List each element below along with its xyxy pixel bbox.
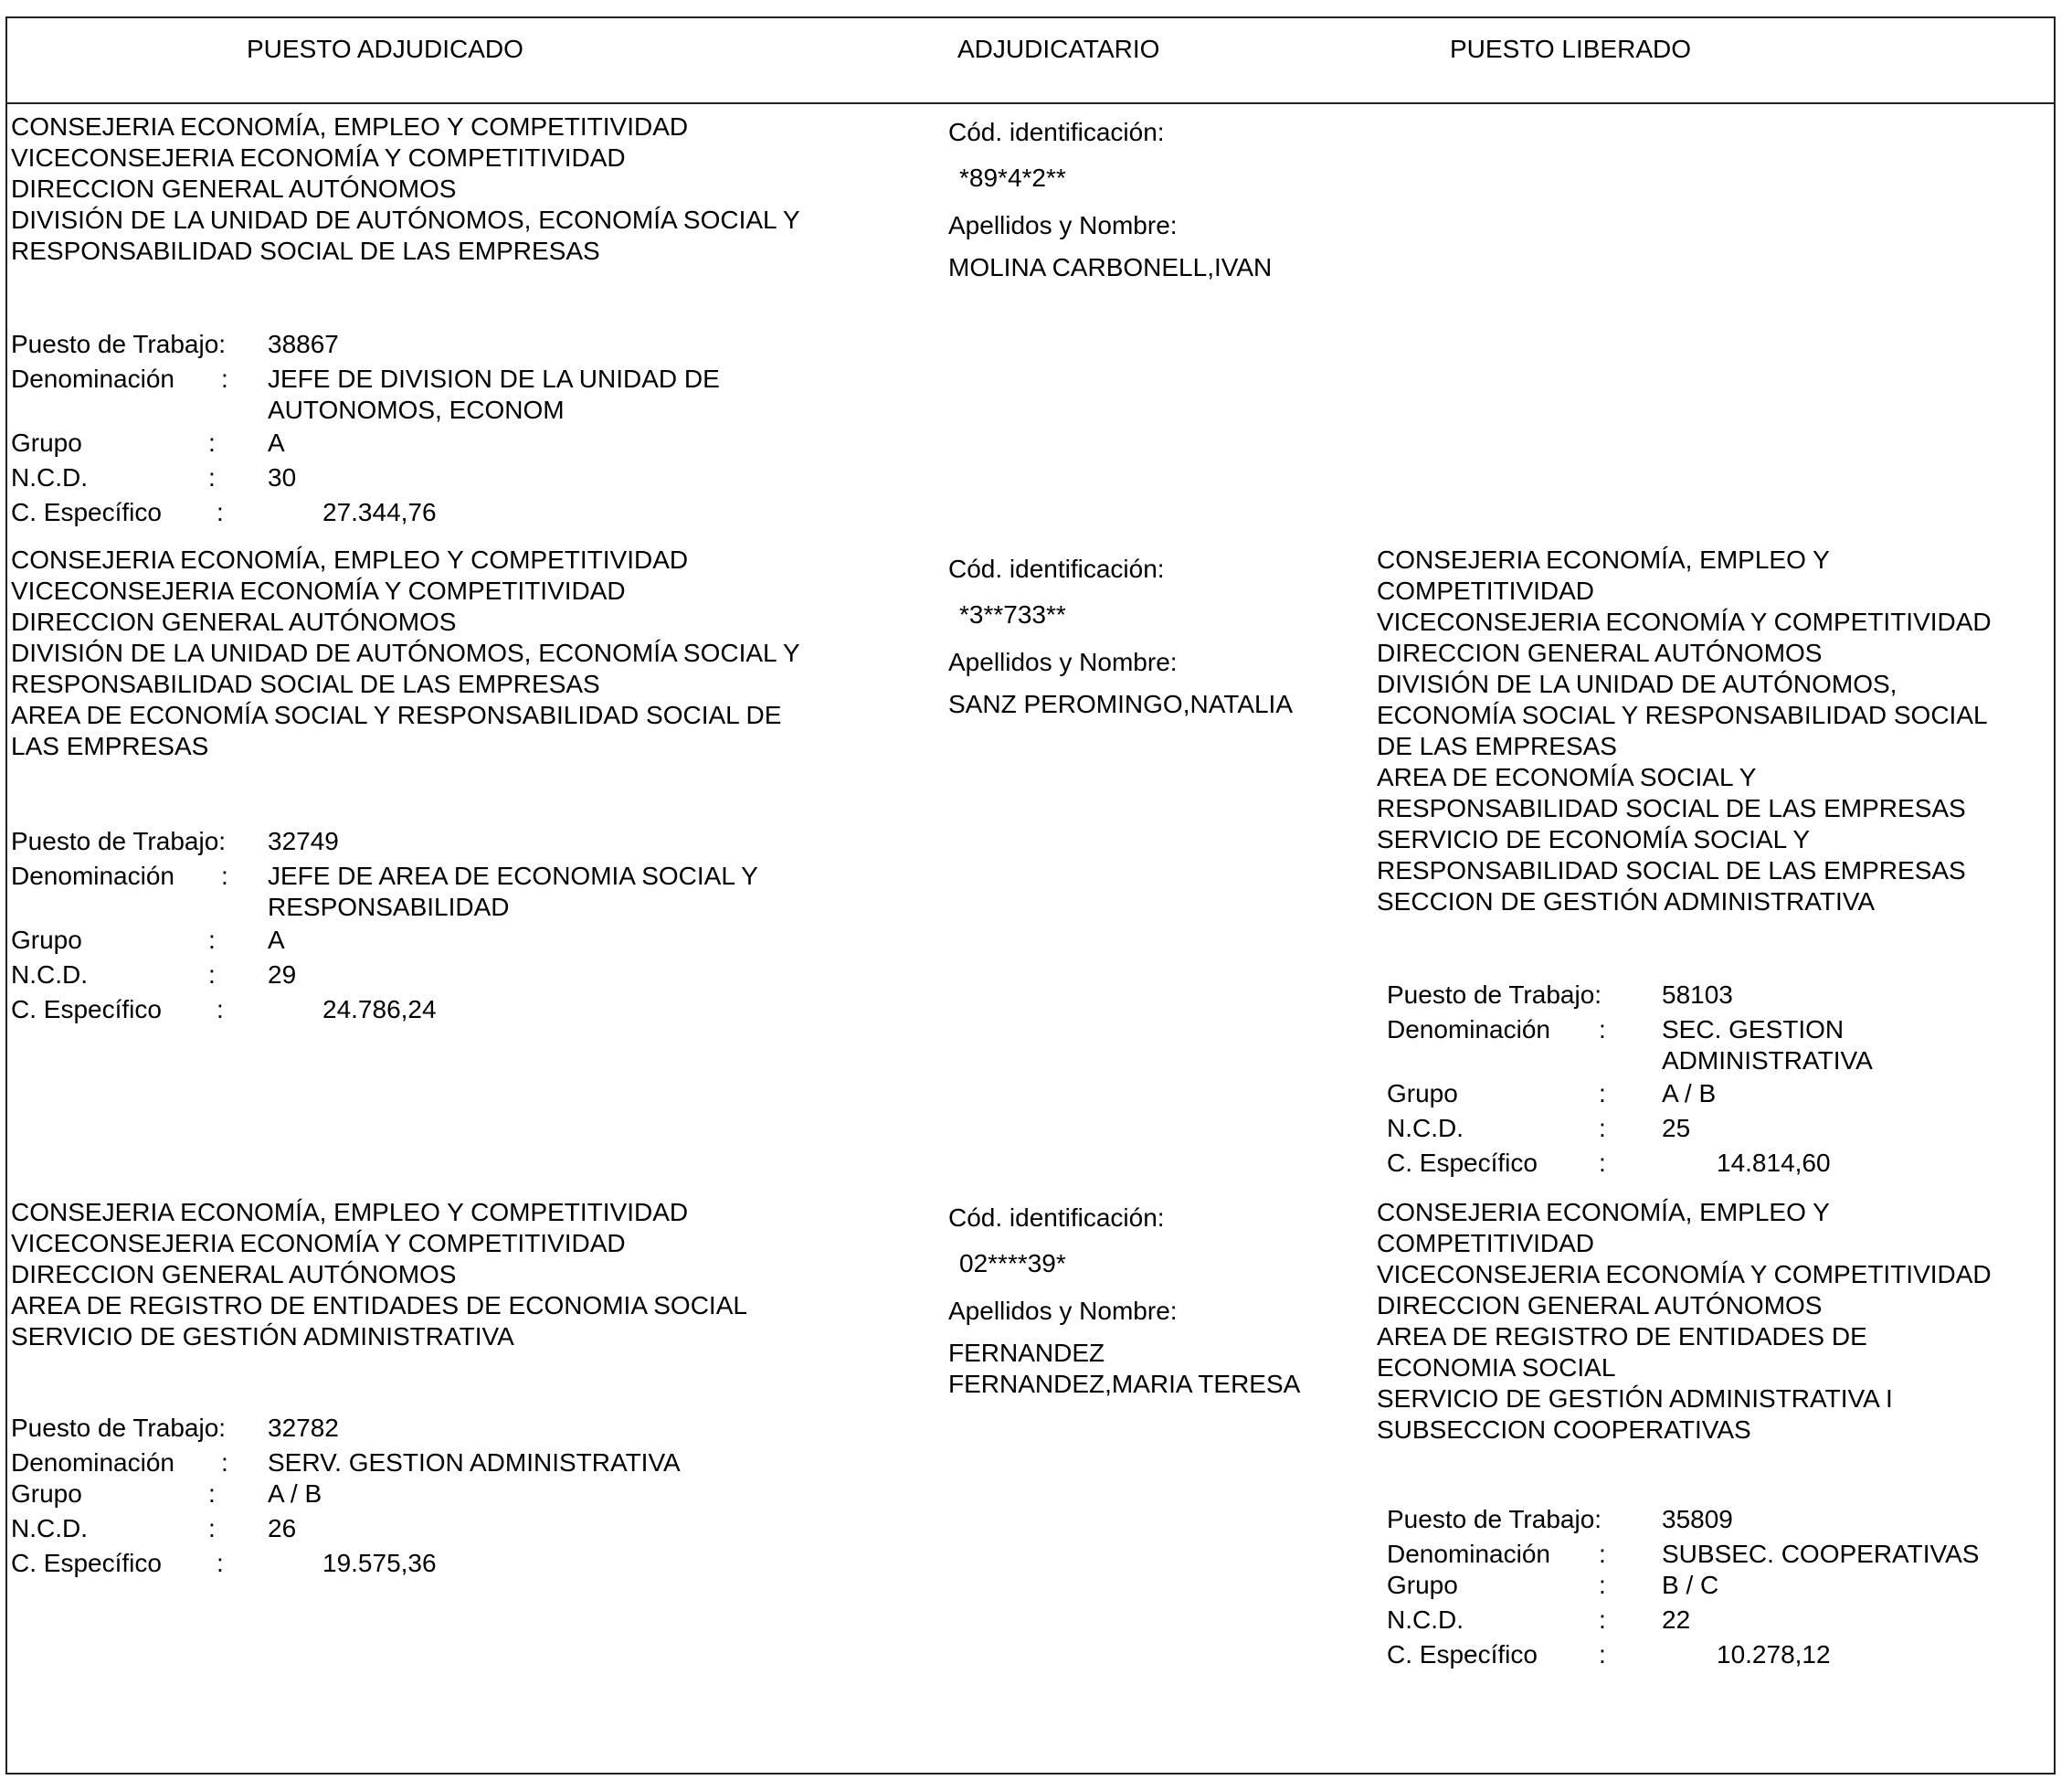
denominacion-value-cont: ADMINISTRATIVA: [1662, 1046, 1873, 1075]
org-unit-line: DE LAS EMPRESAS: [1377, 732, 1617, 760]
org-unit-line: LAS EMPRESAS: [11, 732, 209, 760]
cespecifico-value: 14.814,60: [1717, 1149, 1831, 1177]
colon: :: [208, 463, 216, 492]
org-unit-line: SECCION DE GESTIÓN ADMINISTRATIVA: [1377, 887, 1876, 916]
label-ncd: N.C.D.: [1387, 1605, 1464, 1634]
label-puesto-trabajo: Puesto de Trabajo:: [11, 1414, 227, 1442]
colon: :: [217, 498, 224, 526]
nombre-value: MOLINA CARBONELL,IVAN: [948, 253, 1273, 281]
label-denominacion: Denominación: [11, 862, 174, 890]
cespecifico-value: 27.344,76: [322, 498, 437, 526]
ncd-value: 22: [1662, 1605, 1691, 1634]
org-unit-line: DIVISIÓN DE LA UNIDAD DE AUTÓNOMOS, ECONOMÍA SOCIAL Y: [11, 639, 800, 667]
colon: :: [208, 926, 216, 954]
colon: :: [1599, 1540, 1606, 1568]
header-puesto-liberado: PUESTO LIBERADO: [1450, 35, 1692, 63]
row-2-adjudicatario: [948, 554, 1293, 720]
label-puesto-trabajo: Puesto de Trabajo:: [11, 827, 227, 855]
ncd-value: 30: [268, 463, 297, 492]
colon: :: [208, 960, 216, 989]
org-unit-line: SUBSECCION COOPERATIVAS: [1377, 1415, 1751, 1444]
colon: :: [221, 1448, 228, 1477]
cod-value: *89*4*2**: [959, 164, 1066, 192]
label-grupo: Grupo: [1387, 1571, 1458, 1599]
label-cespecifico: C. Específico: [11, 498, 162, 526]
grupo-value: A: [268, 926, 285, 954]
org-unit-line: CONSEJERIA ECONOMÍA, EMPLEO Y COMPETITIVIDAD: [11, 1198, 689, 1226]
org-unit-line: DIRECCION GENERAL AUTÓNOMOS: [11, 1260, 457, 1288]
grupo-value: A / B: [268, 1479, 322, 1508]
org-unit-line: VICECONSEJERIA ECONOMÍA Y COMPETITIVIDAD: [1377, 1260, 1992, 1288]
row-2-adjudicado: [11, 545, 800, 762]
label-cespecifico: C. Específico: [1387, 1640, 1538, 1669]
org-unit-line: RESPONSABILIDAD SOCIAL DE LAS EMPRESAS: [1377, 856, 1966, 885]
denominacion-value-cont: AUTONOMOS, ECONOM: [268, 396, 565, 424]
colon: :: [1599, 1571, 1606, 1599]
puesto-trabajo-value: 32782: [268, 1414, 339, 1442]
nombre-value-cont: FERNANDEZ,MARIA TERESA: [948, 1370, 1301, 1398]
label-cespecifico: C. Específico: [11, 995, 162, 1023]
cespecifico-value: 19.575,36: [322, 1549, 437, 1577]
row-2-adjudicado-fields: [11, 826, 871, 1029]
label-cod: Cód. identificación:: [948, 555, 1165, 583]
label-grupo: Grupo: [1387, 1079, 1458, 1107]
org-units: [11, 111, 800, 267]
ncd-value: 25: [1662, 1114, 1691, 1142]
row-3-adjudicado-fields: [11, 1413, 871, 1583]
cespecifico-value: 24.786,24: [322, 995, 437, 1023]
label-cespecifico: C. Específico: [1387, 1149, 1538, 1177]
label-puesto-trabajo: Puesto de Trabajo:: [1387, 980, 1602, 1009]
org-unit-line: DIRECCION GENERAL AUTÓNOMOS: [1377, 639, 1823, 667]
grupo-value: A / B: [1662, 1079, 1717, 1107]
denominacion-value: SEC. GESTION: [1662, 1015, 1845, 1044]
org-unit-line: DIRECCION GENERAL AUTÓNOMOS: [11, 608, 457, 636]
label-puesto-trabajo: Puesto de Trabajo:: [11, 330, 227, 358]
org-unit-line: ECONOMIA SOCIAL: [1377, 1353, 1616, 1382]
org-unit-line: VICECONSEJERIA ECONOMÍA Y COMPETITIVIDAD: [11, 143, 626, 172]
colon: :: [1599, 1015, 1606, 1044]
label-grupo: Grupo: [11, 429, 82, 457]
org-unit-line: RESPONSABILIDAD SOCIAL DE LAS EMPRESAS: [11, 237, 600, 265]
label-grupo: Grupo: [11, 1479, 82, 1508]
cespecifico-value: 10.278,12: [1717, 1640, 1831, 1669]
row-1-adjudicatario: [948, 117, 1272, 283]
colon: :: [217, 1549, 224, 1577]
label-apellidos: Apellidos y Nombre:: [948, 648, 1178, 676]
org-unit-line: DIRECCION GENERAL AUTÓNOMOS: [11, 175, 457, 203]
label-cod: Cód. identificación:: [948, 1203, 1165, 1232]
puesto-trabajo-value: 38867: [268, 330, 339, 358]
label-cod: Cód. identificación:: [948, 118, 1165, 146]
denominacion-value: JEFE DE DIVISION DE LA UNIDAD DE: [268, 365, 720, 393]
org-unit-line: CONSEJERIA ECONOMÍA, EMPLEO Y: [1377, 546, 1830, 574]
row-3-adjudicado: [11, 1197, 747, 1352]
row-3-liberado-fields: [1387, 1504, 2072, 1674]
colon: :: [1599, 1605, 1606, 1634]
label-denominacion: Denominación: [11, 1448, 174, 1477]
org-unit-line: AREA DE REGISTRO DE ENTIDADES DE: [1377, 1322, 1867, 1351]
org-unit-line: CONSEJERIA ECONOMÍA, EMPLEO Y COMPETITIVIDAD: [11, 546, 689, 574]
org-units: [11, 1197, 747, 1352]
row-3-liberado: [1377, 1197, 1992, 1446]
colon: :: [1599, 1079, 1606, 1107]
colon: :: [217, 995, 224, 1023]
colon: :: [221, 365, 228, 393]
colon: :: [221, 862, 228, 890]
label-cespecifico: C. Específico: [11, 1549, 162, 1577]
label-denominacion: Denominación: [1387, 1540, 1550, 1568]
puesto-trabajo-value: 35809: [1662, 1505, 1733, 1533]
label-grupo: Grupo: [11, 926, 82, 954]
label-denominacion: Denominación: [1387, 1015, 1550, 1044]
puesto-trabajo-value: 32749: [268, 827, 339, 855]
label-ncd: N.C.D.: [11, 1514, 88, 1542]
label-apellidos: Apellidos y Nombre:: [948, 211, 1178, 239]
grupo-value: B / C: [1662, 1571, 1719, 1599]
ncd-value: 26: [268, 1514, 297, 1542]
row-2-liberado-fields: [1387, 980, 2072, 1182]
row-1-adjudicado: [11, 111, 800, 267]
org-units: [1377, 545, 1992, 917]
label-ncd: N.C.D.: [11, 463, 88, 492]
org-unit-line: RESPONSABILIDAD SOCIAL DE LAS EMPRESAS: [11, 670, 600, 698]
org-unit-line: AREA DE REGISTRO DE ENTIDADES DE ECONOMIA SOCIAL: [11, 1291, 747, 1319]
grupo-value: A: [268, 429, 285, 457]
ncd-value: 29: [268, 960, 297, 989]
org-unit-line: CONSEJERIA ECONOMÍA, EMPLEO Y: [1377, 1198, 1830, 1226]
colon: :: [208, 1479, 216, 1508]
org-unit-line: VICECONSEJERIA ECONOMÍA Y COMPETITIVIDAD: [1377, 608, 1992, 636]
row-3-adjudicatario: [948, 1203, 1300, 1400]
colon: :: [208, 429, 216, 457]
org-unit-line: SERVICIO DE GESTIÓN ADMINISTRATIVA I: [1377, 1384, 1893, 1413]
colon: :: [208, 1514, 216, 1542]
org-unit-line: CONSEJERIA ECONOMÍA, EMPLEO Y COMPETITIVIDAD: [11, 112, 689, 141]
colon: :: [1599, 1640, 1606, 1669]
colon: :: [1599, 1149, 1606, 1177]
org-unit-line: SERVICIO DE ECONOMÍA SOCIAL Y: [1377, 825, 1811, 853]
org-unit-line: AREA DE ECONOMÍA SOCIAL Y RESPONSABILIDAD SOCIAL DE: [11, 701, 782, 729]
org-unit-line: DIRECCION GENERAL AUTÓNOMOS: [1377, 1291, 1823, 1319]
label-ncd: N.C.D.: [1387, 1114, 1464, 1142]
org-units: [1377, 1197, 1992, 1446]
org-unit-line: SERVICIO DE GESTIÓN ADMINISTRATIVA: [11, 1322, 514, 1351]
nombre-value: FERNANDEZ: [948, 1339, 1105, 1367]
denominacion-value: JEFE DE AREA DE ECONOMIA SOCIAL Y: [268, 862, 758, 890]
header-adjudicatario: ADJUDICATARIO: [957, 35, 1160, 63]
org-unit-line: DIVISIÓN DE LA UNIDAD DE AUTÓNOMOS, ECONOMÍA SOCIAL Y: [11, 206, 800, 234]
org-unit-line: RESPONSABILIDAD SOCIAL DE LAS EMPRESAS: [1377, 794, 1966, 822]
denominacion-value: SERV. GESTION ADMINISTRATIVA: [268, 1448, 681, 1477]
label-apellidos: Apellidos y Nombre:: [948, 1297, 1178, 1325]
label-ncd: N.C.D.: [11, 960, 88, 989]
org-units: [11, 545, 800, 762]
header-divider: [5, 102, 2056, 104]
colon: :: [1599, 1114, 1606, 1142]
denominacion-value: SUBSEC. COOPERATIVAS: [1662, 1540, 1980, 1568]
org-unit-line: VICECONSEJERIA ECONOMÍA Y COMPETITIVIDAD: [11, 577, 626, 605]
label-puesto-trabajo: Puesto de Trabajo:: [1387, 1505, 1602, 1533]
org-unit-line: VICECONSEJERIA ECONOMÍA Y COMPETITIVIDAD: [11, 1229, 626, 1257]
org-unit-line: COMPETITIVIDAD: [1377, 1229, 1595, 1257]
org-unit-line: ECONOMÍA SOCIAL Y RESPONSABILIDAD SOCIAL: [1377, 701, 1988, 729]
org-unit-line: AREA DE ECONOMÍA SOCIAL Y: [1377, 763, 1757, 791]
cod-value: 02****39*: [959, 1249, 1066, 1277]
org-unit-line: DIVISIÓN DE LA UNIDAD DE AUTÓNOMOS,: [1377, 670, 1898, 698]
row-2-liberado: [1377, 545, 1992, 917]
label-denominacion: Denominación: [11, 365, 174, 393]
cod-value: *3**733**: [959, 600, 1066, 629]
header-puesto-adjudicado: PUESTO ADJUDICADO: [247, 35, 523, 63]
nombre-value: SANZ PEROMINGO,NATALIA: [948, 690, 1294, 718]
row-1-adjudicado-fields: [11, 329, 871, 532]
denominacion-value-cont: RESPONSABILIDAD: [268, 893, 510, 921]
org-unit-line: COMPETITIVIDAD: [1377, 577, 1595, 605]
puesto-trabajo-value: 58103: [1662, 980, 1733, 1009]
